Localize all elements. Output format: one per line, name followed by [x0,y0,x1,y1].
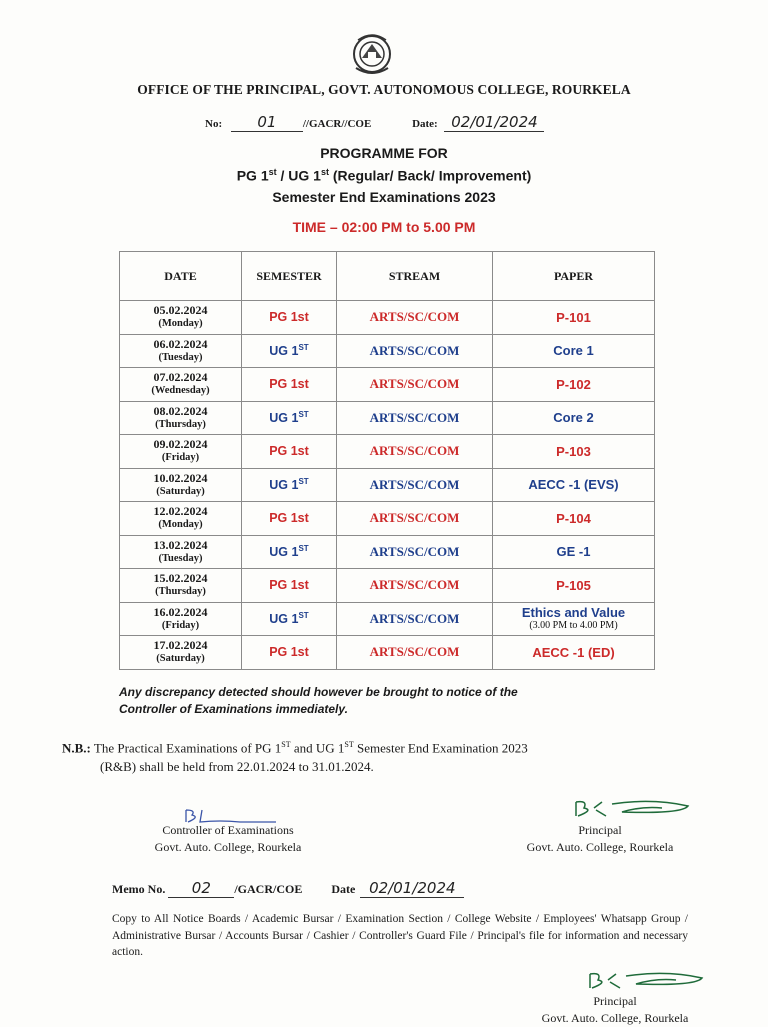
paper-name: AECC -1 (EVS) [528,477,619,493]
date-label: Date: [412,118,438,130]
paper-cell [493,401,655,435]
date-cell: 09.02.2024 (Friday) [120,435,242,469]
footer-principal-org: Govt. Auto. College, Rourkela [541,1011,689,1025]
paper-name: GE -1 [556,544,591,560]
paper-cell [493,502,655,536]
stream-cell: ARTS/SC/COM [337,535,493,569]
controller-title: Controller of Examinations [162,823,294,837]
paper-name: AECC -1 (ED) [532,644,615,660]
paper-cell [493,602,655,636]
stream-cell: ARTS/SC/COM [337,636,493,670]
stream-cell: ARTS/SC/COM [337,468,493,502]
programme-subtitle: PG 1st / UG 1st (Regular/ Back/ Improvement) [236,167,532,184]
semester-cell: UG 1ST [242,334,337,368]
semester-cell: PG 1st [242,368,337,402]
semester-cell: UG 1ST [242,468,337,502]
discrepancy-notice: Any discrepancy detected should however be brought to notice of the Controller of Examinations immediately. [119,685,518,716]
table-row [120,535,655,569]
date-cell: 12.02.2024 (Monday) [120,502,242,536]
table-row [120,468,655,502]
reference-line [205,113,544,132]
table-row [120,435,655,469]
programme-title: PROGRAMME FOR [320,145,448,161]
office-title: OFFICE OF THE PRINCIPAL, GOVT. AUTONOMOUS COLLEGE, ROURKELA [137,82,631,97]
date-cell: 07.02.2024 (Wednesday) [120,368,242,402]
semester-cell: PG 1st [242,301,337,335]
table-row [120,502,655,536]
date-cell: 10.02.2024 (Saturday) [120,468,242,502]
paper-name: P-102 [556,376,591,392]
stream-cell: ARTS/SC/COM [337,401,493,435]
paper-cell [493,468,655,502]
principal-org: Govt. Auto. College, Rourkela [526,840,674,854]
table-row [120,602,655,636]
semester-cell: PG 1st [242,569,337,603]
paper-cell [493,334,655,368]
date-cell: 08.02.2024 (Thursday) [120,401,242,435]
footer-sign-block [510,993,720,1027]
copy-distribution: Copy to All Notice Boards / Academic Bursar / Examination Section / College Website / Employees' Whatsapp Group / Administrative Bursar / Accounts Bursar / Cashier / Controller's Guard File / Principal's file for information and necessary action. [112,913,688,958]
exam-time: TIME – 02:00 PM to 5.00 PM [292,219,476,235]
paper-name: Core 1 [553,343,594,359]
header-stream: STREAM [337,252,493,301]
paper-name: Core 2 [553,410,594,426]
stream-cell: ARTS/SC/COM [337,334,493,368]
principal-sign-block [490,822,710,856]
semester-cell: PG 1st [242,502,337,536]
table-row [120,368,655,402]
stream-cell: ARTS/SC/COM [337,435,493,469]
table-row [120,401,655,435]
semester-cell: UG 1ST [242,401,337,435]
table-header-row [120,252,655,301]
paper-cell [493,435,655,469]
principal-signature [572,796,692,822]
paper-name: Ethics and Value [521,605,626,621]
date-cell: 06.02.2024 (Tuesday) [120,334,242,368]
footer-principal-signature [586,968,706,994]
date-cell: 13.02.2024 (Tuesday) [120,535,242,569]
controller-sign-block [120,822,336,856]
stream-cell: ARTS/SC/COM [337,368,493,402]
paper-name: P-105 [556,577,591,593]
table-row [120,301,655,335]
paper-name: P-103 [556,443,591,459]
header-semester: SEMESTER [242,252,337,301]
stream-cell: ARTS/SC/COM [337,602,493,636]
paper-cell [493,636,655,670]
table-row [120,334,655,368]
semester-cell: UG 1ST [242,602,337,636]
date-value: 02/01/2024 [444,113,544,132]
memo-line: Memo No. 02 /GACR/COE Date 02/01/2024 [112,879,464,898]
controller-org: Govt. Auto. College, Rourkela [154,840,302,854]
stream-cell: ARTS/SC/COM [337,301,493,335]
paper-time-note: (3.00 PM to 4.00 PM) [529,620,618,632]
paper-cell [493,569,655,603]
header-paper: PAPER [493,252,655,301]
paper-cell [493,535,655,569]
table-body [120,301,655,670]
header-date: DATE [120,252,242,301]
stream-cell: ARTS/SC/COM [337,569,493,603]
semester-cell: PG 1st [242,435,337,469]
semester-cell: UG 1ST [242,535,337,569]
semester-cell: PG 1st [242,636,337,670]
memo-date: 02/01/2024 [360,879,464,898]
footer-principal-title: Principal [593,994,637,1008]
paper-cell [493,368,655,402]
paper-cell [493,301,655,335]
date-cell: 05.02.2024 (Monday) [120,301,242,335]
table-row [120,569,655,603]
memo-number: 02 [168,879,234,898]
college-emblem-logo [348,28,396,76]
programme-exam-title: Semester End Examinations 2023 [272,189,496,205]
nb-note: N.B.: The Practical Examinations of PG 1ST and UG 1ST Semester End Examination 2023 (R&B) shall be held from 22.01.2024 to 31.01.2024. [62,740,528,775]
date-cell: 16.02.2024 (Friday) [120,602,242,636]
paper-name: P-101 [556,309,591,325]
no-suffix: //GACR//COE [302,118,372,130]
stream-cell: ARTS/SC/COM [337,502,493,536]
exam-schedule-table [119,251,655,670]
date-cell: 17.02.2024 (Saturday) [120,636,242,670]
date-cell: 15.02.2024 (Thursday) [120,569,242,603]
table-row [120,636,655,670]
no-value: 01 [231,113,303,132]
no-label: No: [205,118,223,130]
paper-name: P-104 [556,510,591,526]
principal-title: Principal [578,823,622,837]
